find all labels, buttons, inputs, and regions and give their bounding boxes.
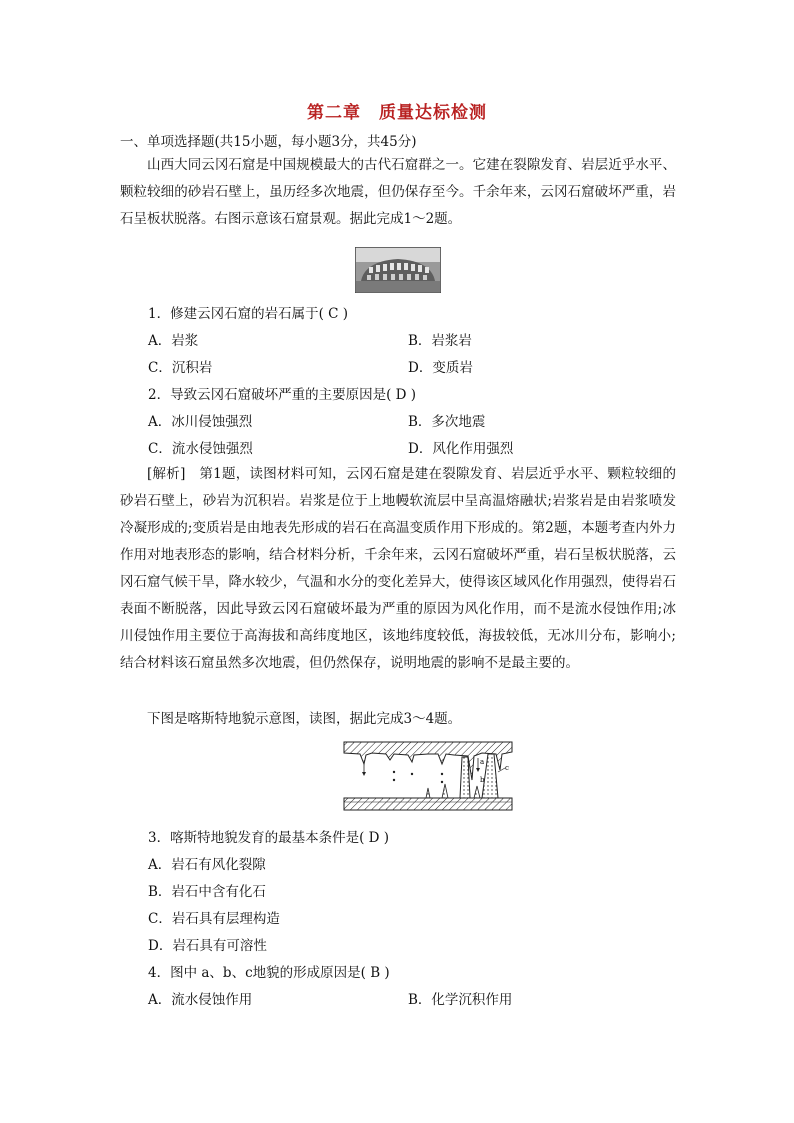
q4-option-b: B．化学沉积作用 bbox=[408, 992, 513, 1008]
q1-option-b: B．岩浆岩 bbox=[408, 333, 472, 349]
q2-option-b: B．多次地震 bbox=[408, 414, 486, 430]
q3-option-d: D．岩石具有可溶性 bbox=[148, 938, 267, 954]
section-heading: 一、单项选择题(共15小题，每小题3分，共45分) bbox=[120, 134, 417, 150]
q3-stem: 3．喀斯特地貌发育的最基本条件是( D ) bbox=[148, 830, 390, 846]
passage-2: 下图是喀斯特地貌示意图，读图，据此完成3～4题。 bbox=[147, 711, 462, 727]
q4-option-a: A．流水侵蚀作用 bbox=[148, 992, 253, 1008]
q1-option-c: C．沉积岩 bbox=[148, 360, 213, 376]
analysis-text: [解析] 第1题，读图材料可知，云冈石窟是建在裂隙发育、岩层近乎水平、颗粒较细的砂岩石壁上，砂岩为沉积岩。岩浆是位于上地幔软流层中呈高温熔融状;岩浆岩是由岩浆喷发冷凝形成的;变质岩是由地表先形成的岩石在高温变质作用下形成的。第2题，本题考查内外力作用对地表形态的影响，结合材料分析，千余年来，云冈石窟破坏严重，岩石呈板状脱落，云冈石窟气候干旱，降水较少，气温和水分的变化差异大，使得该区域风化作用强烈，使得岩石表面不断脱落，因此导致云冈石窟破坏最为严重的原因为风化作用，而不是流水侵蚀作用;冰川侵蚀作用主要位于高海拔和高纬度地区，该地纬度较低，海拔较低，无冰川分布，影响小;结合材料该石窟虽然多次地震，但仍然保存，说明地震的影响不是最主要的。 bbox=[120, 466, 676, 671]
karst-diagram bbox=[342, 740, 514, 812]
q1-option-a: A．岩浆 bbox=[148, 333, 199, 349]
passage-1: 山西大同云冈石窟是中国规模最大的古代石窟群之一。它建在裂隙发育、岩层近乎水平、颗粒较细的砂岩石壁上，虽历经多次地震，但仍保存至今。千余年来，云冈石窟破坏严重，岩石呈板状脱落。右图示意该石窟景观。据此完成1～2题。 bbox=[120, 157, 676, 227]
q4-stem: 4．图中 a、b、c地貌的形成原因是( B ) bbox=[148, 965, 390, 981]
q2-option-d: D．风化作用强烈 bbox=[408, 441, 514, 457]
grotto-photo bbox=[355, 247, 441, 293]
label-b: b bbox=[480, 776, 485, 784]
page-title: 第二章 质量达标检测 bbox=[307, 103, 487, 123]
q3-option-b: B．岩石中含有化石 bbox=[148, 884, 266, 900]
q1-stem: 1．修建云冈石窟的岩石属于( C ) bbox=[148, 306, 349, 322]
q1-option-d: D．变质岩 bbox=[408, 360, 473, 376]
q3-option-a: A．岩石有风化裂隙 bbox=[148, 857, 266, 873]
label-a: a bbox=[480, 758, 485, 766]
q3-option-c: C．岩石具有层理构造 bbox=[148, 911, 280, 927]
q2-stem: 2．导致云冈石窟破坏严重的主要原因是( D ) bbox=[148, 387, 417, 403]
label-c: c bbox=[505, 764, 509, 772]
q2-option-c: C．流水侵蚀强烈 bbox=[148, 441, 253, 457]
q2-option-a: A．冰川侵蚀强烈 bbox=[148, 414, 253, 430]
